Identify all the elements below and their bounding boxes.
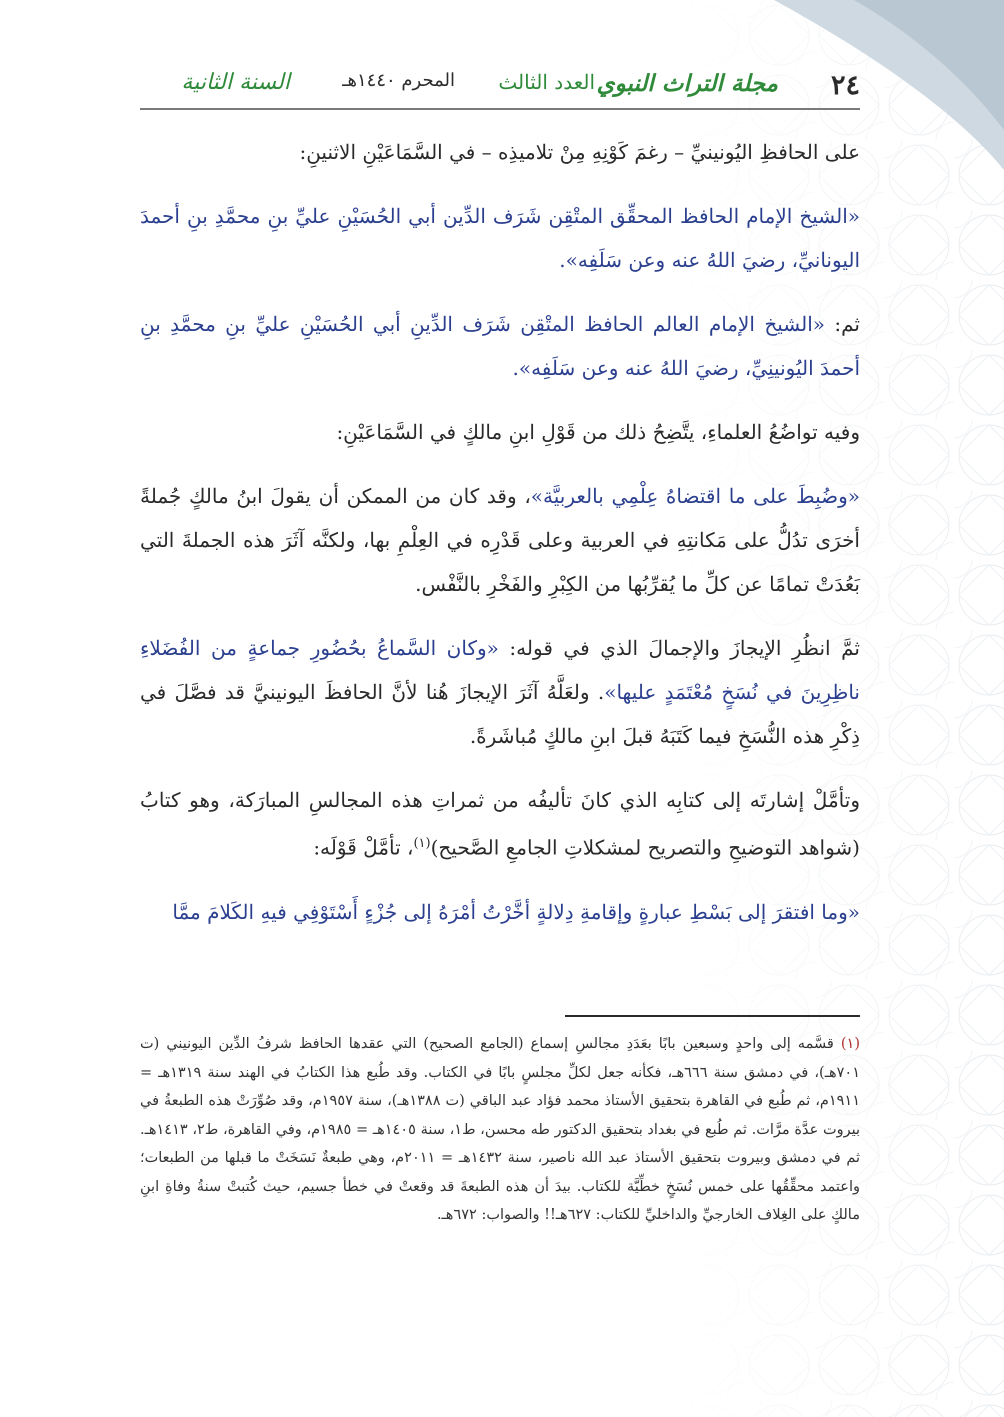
paragraph: وتأمَّلْ إشارتَه إلى كتابِه الذي كانَ تأليفُه من ثمراتِ هذه المجالسِ المبارَكة، وهو كتابُ (شواهد التوضيحِ والتصريح لمشكلاتِ الجامعِ الصَّحيح)$^{(١)}$، تأمَّلْ قَوْلَه: (140, 788, 860, 860)
page-number: ٢٤ (830, 70, 860, 101)
footnote-separator (565, 1015, 860, 1017)
quote-paragraph: «وما افتقرَ إلى بَسْطِ عبارةٍ وإقامةِ دِلالةٍ أخَّرْتُ أمْرَهُ إلى جُزْءٍ أَسْتَوْفِي فيهِ الكَلامَ ممَّا (172, 899, 860, 924)
main-text (140, 130, 860, 954)
paragraph: ثمَّ انظُرِ الإيجازَ والإجمالَ الذي في قوله: «وكان السَّماعُ بحُضُورِ جماعةٍ من الفُضَلاءِ ناظِرِينَ في نُسَخٍ مُعْتَمَدٍ عليها». ولعَلَّهُ آثَرَ الإيجازَ هُنا لأنَّ الحافظَ اليونينيَّ قد فصَّلَ في ذِكْرِ هذه النُّسَخِ فيما كَتَبَهُ قبلَ ابنِ مالكٍ مُباشَرةً. (140, 636, 860, 748)
page-header (140, 58, 860, 108)
journal-title: مجلة التراث النبوي (596, 70, 778, 97)
footnote-number: (١) (840, 1036, 860, 1052)
paragraph: على الحافظِ اليُونينيِّ – رغمَ كَوْنِهِ مِنْ تلاميذِه – في السَّمَاعَيْنِ الاثنينِ: (299, 140, 860, 164)
footnote-text: قسَّمه إلى واحدٍ وسبعين بابًا بعَدَدِ مجالسِ إسماع (الجامع الصحيح) التي عقدها الحافظ شرفُ الدِّين اليونيني (ت ٧٠١هـ)، في دمشق سنة ٦٦٦هـ، فكأنه جعل لكلِّ مجلسٍ بابًا في الكتاب. وقد طُبع هذا الكتابُ في الهند سنة ١٣١٩هـ = ١٩١١م، ثم طُبع في القاهرة بتحقيق الأستاذ محمد فؤاد عبد الباقي (ت ١٣٨٨هـ)، سنة ١٩٥٧م، وقد صُوِّرَتْ هذه الطبعةُ في بيروت عدَّة مرَّات. ثم طُبع في بغداد بتحقيق الدكتور طه محسن، ط١، سنة ١٤٠٥هـ = ١٩٨٥م، وفي القاهرة، ط٢، ١٤١٣هـ. ثم في دمشق وبيروت بتحقيق الأستاذ عبد الله ناصير، سنة ١٤٣٢هـ = ٢٠١١م، وهي طبعةٌ نَسَخَتْ ما قبلها من الطبعات؛ واعتمد محقِّقُها على خمس نُسَخٍ خطِّيَّة للكتاب. بيدَ أن هذه الطبعةَ قد وقعتْ في خطأ جسيم، حيث كُتبتْ سنةُ وفاةِ ابنِ مالكٍ على الغِلاف الخارجيِّ والداخليِّ للكتاب: ٦٢٧هـ!! والصواب: ٦٧٢هـ. (140, 1036, 861, 1223)
year-label: السنة الثانية (181, 70, 290, 95)
quote: «وضُبِطَ على ما اقتضاهُ عِلْمِي بالعربيَّة» (530, 484, 860, 508)
quote: «الشيخ الإمام العالم الحافظ المتْقِن شَرَف الدِّينِ أبي الحُسَيْنِ عليِّ بنِ محمَّدِ بنِ أحمدَ اليُونينِيِّ، رضيَ اللهُ عنه وعن سَلَفِه». (140, 312, 860, 380)
paragraph: «وضُبِطَ على ما اقتضاهُ عِلْمِي بالعربيَّة»، وقد كان من الممكن أن يقولَ ابنُ مالكٍ جُملةً أخرَى تدُلُّ على مَكانتِهِ في العربية وعلى قَدْرِه في العِلْمِ بها، ولكنَّه آثَرَ هذه الجملةَ التي بَعُدَتْ تمامًا عن كلِّ ما يُقرِّبُها من الكِبْرِ والفَخْرِ بالنَّفْس. (140, 484, 860, 596)
issue-label: العدد الثالث (498, 70, 595, 94)
quote: «وكان السَّماعُ بحُضُورِ جماعةٍ من الفُضَلاءِ ناظِرِينَ في نُسَخٍ مُعْتَمَدٍ عليها» (140, 636, 860, 704)
paragraph: وفيه تواضُعُ العلماءِ، يتَّضِحُ ذلك من قَوْلِ ابنِ مالكٍ في السَّمَاعَيْنِ: (336, 420, 860, 444)
paragraph: ثم: «الشيخ الإمام العالم الحافظ المتْقِن شَرَف الدِّينِ أبي الحُسَيْنِ عليِّ بنِ محمَّدِ بنِ أحمدَ اليُونينِيِّ، رضيَ اللهُ عنه وعن سَلَفِه». (140, 312, 860, 380)
header-rule (140, 108, 860, 110)
footnote (140, 1030, 860, 1230)
quote-paragraph: «الشيخ الإمام الحافظ المحقِّق المتْقِن شَرَف الدِّين أبي الحُسَيْنِ عليِّ بنِ محمَّدِ بنِ أحمدَ اليونانيِّ، رضيَ اللهُ عنه وعن سَلَفِه». (140, 204, 860, 272)
footnote-ref[interactable]: (١) (413, 836, 431, 851)
issue-date: المحرم ١٤٤٠هـ (342, 70, 455, 91)
